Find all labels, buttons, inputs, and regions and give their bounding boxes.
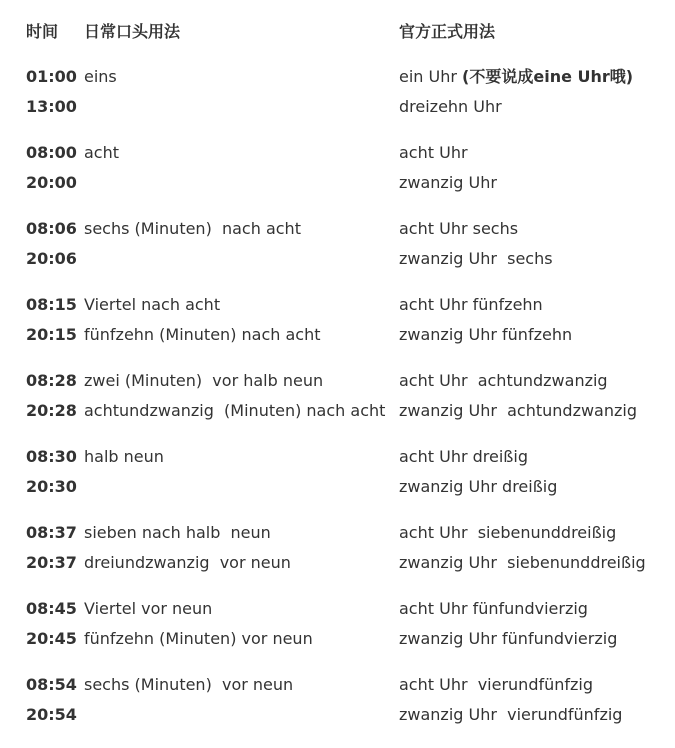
official-usage	[399, 599, 588, 619]
official-usage	[399, 219, 518, 239]
official-usage	[399, 447, 528, 467]
official-usage	[399, 325, 572, 345]
time-value: 08:37	[26, 523, 77, 542]
official-text: ein Uhr	[399, 67, 457, 86]
time-value: 08:15	[26, 295, 77, 314]
official-text: acht Uhr fünfzehn	[399, 295, 543, 314]
time-value: 08:30	[26, 447, 77, 466]
header-official: 官方正式用法	[399, 22, 496, 41]
official-usage	[399, 173, 497, 193]
official-text: acht Uhr vierundfünfzig	[399, 675, 594, 694]
time-value: 20:00	[26, 173, 77, 192]
time-value: 01:00	[26, 67, 77, 86]
official-text: zwanzig Uhr fünfundvierzig	[399, 629, 618, 648]
official-usage	[399, 143, 468, 163]
colloquial-usage: fünfzehn (Minuten) vor neun	[84, 629, 313, 648]
colloquial-usage: sechs (Minuten) nach acht	[84, 219, 301, 238]
time-value: 20:37	[26, 553, 77, 572]
colloquial-usage: sechs (Minuten) vor neun	[84, 675, 294, 694]
official-text: acht Uhr achtundzwanzig	[399, 371, 608, 390]
official-usage	[399, 371, 608, 391]
official-text: zwanzig Uhr fünfzehn	[399, 325, 573, 344]
official-text: zwanzig Uhr vierundfünfzig	[399, 705, 623, 724]
colloquial-usage: sieben nach halb neun	[84, 523, 271, 542]
official-usage	[399, 629, 617, 649]
official-text: zwanzig Uhr sechs	[399, 249, 553, 268]
time-value: 08:54	[26, 675, 77, 694]
colloquial-usage: halb neun	[84, 447, 164, 466]
colloquial-usage: fünfzehn (Minuten) nach acht	[84, 325, 321, 344]
official-note: (不要说成eine Uhr哦)	[462, 67, 634, 86]
official-text: acht Uhr dreißig	[399, 447, 528, 466]
official-usage	[399, 67, 633, 87]
official-usage	[399, 295, 543, 315]
official-usage	[399, 249, 553, 269]
header-colloquial: 日常口头用法	[84, 22, 181, 41]
time-value: 08:45	[26, 599, 77, 618]
official-text: acht Uhr siebenunddreißig	[399, 523, 617, 542]
official-usage	[399, 97, 502, 117]
colloquial-usage: eins	[84, 67, 117, 86]
official-text: dreizehn Uhr	[399, 97, 502, 116]
colloquial-usage: acht	[84, 143, 120, 162]
official-usage	[399, 401, 637, 421]
official-text: zwanzig Uhr dreißig	[399, 477, 558, 496]
official-text: acht Uhr sechs	[399, 219, 519, 238]
official-text: zwanzig Uhr siebenunddreißig	[399, 553, 646, 572]
time-value: 20:30	[26, 477, 77, 496]
colloquial-usage: dreiundzwanzig vor neun	[84, 553, 291, 572]
time-value: 20:15	[26, 325, 77, 344]
official-text: acht Uhr fünfundvierzig	[399, 599, 588, 618]
time-value: 20:54	[26, 705, 77, 724]
header-time: 时间	[26, 22, 59, 41]
time-value: 08:00	[26, 143, 77, 162]
time-value: 08:06	[26, 219, 77, 238]
official-usage	[399, 477, 557, 497]
time-value: 20:28	[26, 401, 77, 420]
official-usage	[399, 523, 616, 543]
colloquial-usage: Viertel nach acht	[84, 295, 221, 314]
colloquial-usage: zwei (Minuten) vor halb neun	[84, 371, 324, 390]
official-usage	[399, 553, 646, 573]
time-value: 08:28	[26, 371, 77, 390]
official-text: zwanzig Uhr achtundzwanzig	[399, 401, 637, 420]
colloquial-usage: achtundzwanzig (Minuten) nach acht	[84, 401, 386, 420]
time-value: 20:06	[26, 249, 77, 268]
official-usage	[399, 705, 622, 725]
time-value: 20:45	[26, 629, 77, 648]
official-usage	[399, 675, 593, 695]
official-text: acht Uhr	[399, 143, 468, 162]
colloquial-usage: Viertel vor neun	[84, 599, 213, 618]
time-value: 13:00	[26, 97, 77, 116]
official-text: zwanzig Uhr	[399, 173, 497, 192]
